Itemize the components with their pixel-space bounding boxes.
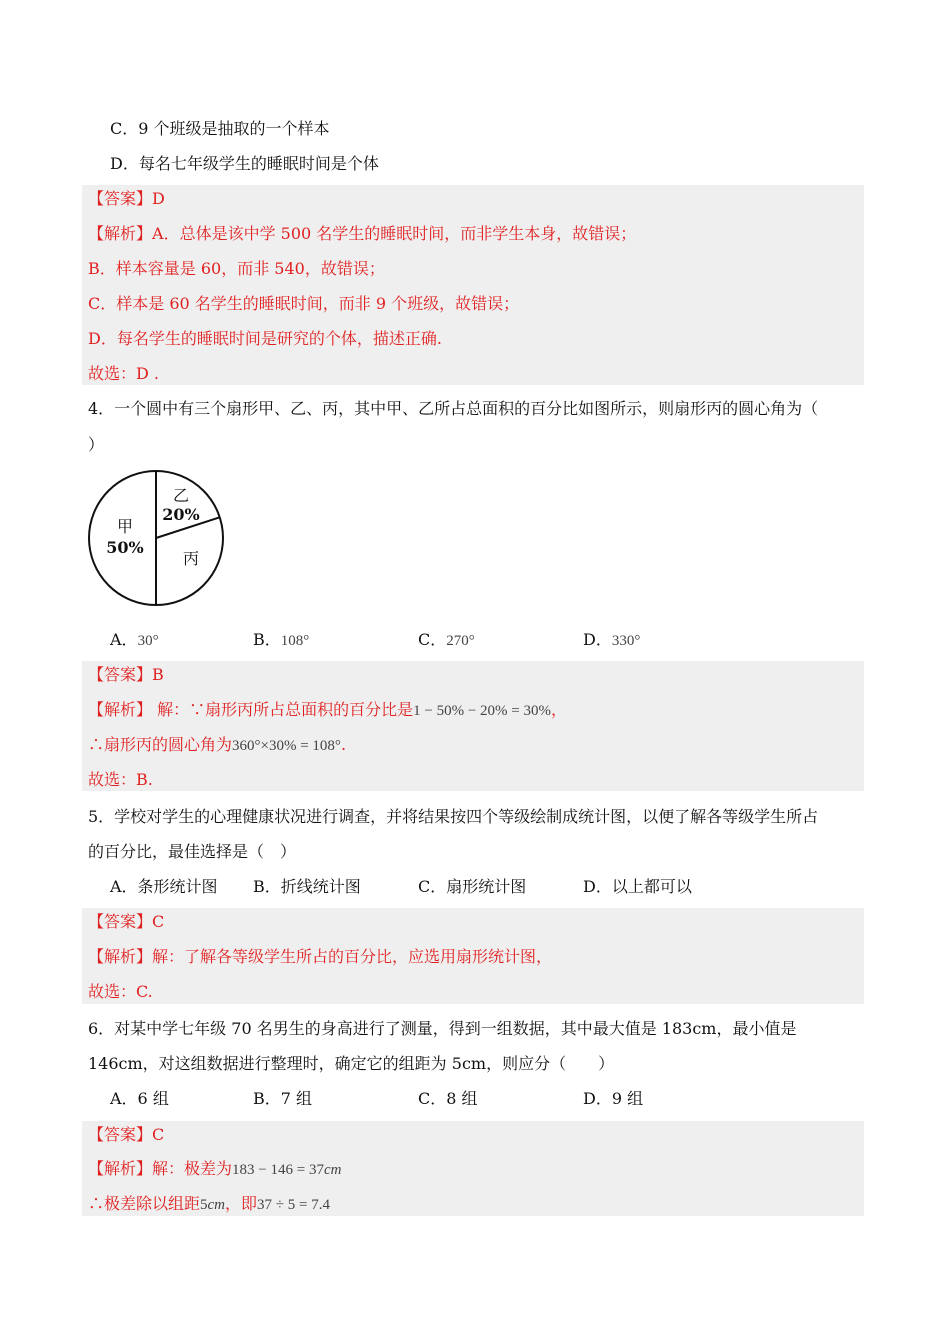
q5-option-b: B．折线统计图 [253, 877, 361, 896]
q3-answer: 【答案】D [88, 189, 165, 208]
q5-explanation-1 [88, 946, 552, 968]
q3-explanation-1 [88, 223, 636, 245]
q6-option-b: B．7 组 [253, 1089, 313, 1108]
q4-explanation-1 [88, 699, 567, 722]
q3-option-c: C．9 个班级是抽取的一个样本 [110, 119, 330, 138]
q6-option-a: A．6 组 [110, 1089, 169, 1108]
pie-value-yi: 20% [162, 505, 200, 524]
q6-explanation-1 [88, 1158, 341, 1181]
q3-explanation-2: B．样本容量是 60，而非 540，故错误； [88, 259, 385, 278]
q3-explanation-4: D．每名学生的睡眠时间是研究的个体，描述正确. [88, 329, 442, 348]
q4-exp-end-2: . [340, 735, 347, 754]
q5-choose: 故选：C. [88, 982, 153, 1001]
q6-exp-text-2: ∴极差除以组距 [88, 1194, 201, 1213]
q4-option-c-letter: C． [418, 630, 447, 649]
q3-choose: 故选：D . [88, 364, 160, 383]
q4-exp-end-1: ， [550, 700, 567, 719]
q5-stem-line-2: 的百分比，最佳选择是（ ） [88, 842, 297, 861]
q6-exp-math-2: 5 [200, 1197, 208, 1213]
q4-answer: 【答案】B [88, 665, 164, 684]
q5-option-c: C．扇形统计图 [418, 877, 527, 896]
q4-exp-text-1: 解：∵扇形丙所占总面积的百分比是 [152, 700, 414, 719]
q6-option-d: D．9 组 [583, 1089, 644, 1108]
q6-exp-unit-2: cm [207, 1197, 226, 1213]
q6-exp-unit-1: cm [323, 1162, 342, 1178]
q4-option-c-value: 270° [446, 633, 475, 649]
q5-answer: 【答案】C [88, 912, 165, 931]
q5-option-d: D．以上都可以 [583, 877, 692, 896]
q4-exp-math-1: 1 − 50% − 20% = 30% [413, 703, 551, 719]
pie-label-bing: 丙 [182, 549, 200, 568]
q6-exp-math-1: 183 − 146 = 37 [232, 1162, 324, 1178]
q5-stem-line-1: 5．学校对学生的心理健康状况进行调查，并将结果按四个等级绘制成统计图，以便了解各等级学生所占 [88, 807, 819, 826]
q6-exp-text-1: 解：极差为 [152, 1159, 233, 1178]
q4-option-a-letter: A． [110, 630, 138, 649]
q4-option-a [110, 629, 159, 652]
q3-exp-tag: 【解析】 [88, 224, 153, 243]
q3-answer-box [82, 185, 864, 385]
pie-value-jia: 50% [106, 538, 144, 557]
pie-label-jia: 甲 [116, 517, 134, 536]
q6-explanation-2 [88, 1193, 330, 1216]
q3-option-d: D．每名七年级学生的睡眠时间是个体 [110, 154, 379, 173]
q3-exp-text-1: A．总体是该中学 500 名学生的睡眠时间，而非学生本身，故错误； [152, 224, 637, 243]
q6-stem-line-1: 6．对某中学七年级 70 名男生的身高进行了测量，得到一组数据，其中最大值是 183cm，最小值是 [88, 1019, 797, 1038]
q6-option-c: C．8 组 [418, 1089, 478, 1108]
q5-exp-tag: 【解析】 [88, 947, 153, 966]
q6-answer: 【答案】C [88, 1125, 165, 1144]
q4-exp-text-2: ∴扇形丙的圆心角为 [88, 735, 233, 754]
q4-option-b [253, 629, 309, 652]
q4-choose: 故选：B. [88, 770, 153, 789]
q6-exp-tag: 【解析】 [88, 1159, 153, 1178]
q5-exp-text-1: 解：了解各等级学生所占的百分比，应选用扇形统计图， [152, 947, 553, 966]
pie-label-yi: 乙 [172, 486, 190, 505]
q4-option-b-value: 108° [280, 633, 310, 649]
q4-option-d [583, 629, 640, 652]
q4-option-a-value: 30° [137, 633, 159, 649]
q5-option-a: A．条形统计图 [110, 877, 218, 896]
q6-exp-math2-2: 37 ÷ 5 = 7.4 [257, 1197, 330, 1213]
q4-exp-tag: 【解析】 [88, 700, 153, 719]
q4-explanation-2 [88, 734, 346, 757]
q4-option-d-value: 330° [611, 633, 641, 649]
q6-stem-line-2: 146cm，对这组数据进行整理时，确定它的组距为 5cm，则应分（ ） [88, 1054, 615, 1073]
q4-option-d-letter: D． [583, 630, 612, 649]
q4-option-b-letter: B． [253, 630, 281, 649]
q4-exp-math-2: 360°×30% = 108° [232, 738, 341, 754]
q4-stem-line-1: 4．一个圆中有三个扇形甲、乙、丙，其中甲、乙所占总面积的百分比如图所示，则扇形丙的圆心角为（ [88, 399, 819, 418]
q6-exp-mid-2: ，即 [225, 1194, 258, 1213]
q4-option-c [418, 629, 475, 652]
q4-answer-box [82, 661, 864, 791]
q4-pie-figure [86, 468, 228, 608]
q3-explanation-3: C．样本是 60 名学生的睡眠时间，而非 9 个班级，故错误； [88, 294, 520, 313]
q4-stem-line-2: ） [88, 435, 105, 454]
